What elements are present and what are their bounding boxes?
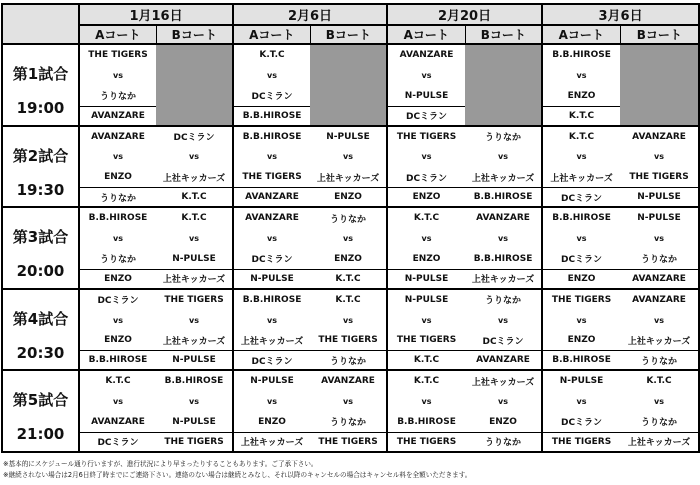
team-home: うりなか <box>465 289 542 310</box>
referee-team: K.T.C <box>156 188 233 208</box>
team-away: 上社キッカーズ <box>156 167 233 188</box>
team-home: AVANZARE <box>79 126 156 147</box>
match-label-cell <box>2 44 79 126</box>
referee-team: K.T.C <box>310 269 387 289</box>
team2-row <box>2 412 699 433</box>
team-home: DCミラン <box>156 126 233 147</box>
team-away: DCミラン <box>233 86 310 107</box>
vs-label: vs <box>465 310 542 330</box>
team-away: B.B.HIROSE <box>465 249 542 270</box>
vs-label: vs <box>233 391 310 411</box>
match-number: 第4試合 <box>12 309 69 328</box>
court-a-header: Aコート <box>79 25 156 44</box>
team2-row <box>2 249 699 270</box>
referee-team: THE TIGERS <box>542 432 620 452</box>
match-time: 19:00 <box>16 99 65 118</box>
team1-row <box>2 289 699 310</box>
team-away: B.B.HIROSE <box>387 412 465 433</box>
team-home: THE TIGERS <box>156 289 233 310</box>
team-away: DCミラン <box>542 412 620 433</box>
referee-team: B.B.HIROSE <box>465 188 542 208</box>
team-away: THE TIGERS <box>233 167 310 188</box>
vs-label: vs <box>387 391 465 411</box>
team-home: K.T.C <box>387 207 465 228</box>
corner-cell <box>2 4 79 44</box>
vs-label: vs <box>310 391 387 411</box>
team-away: DCミラン <box>542 249 620 270</box>
referee-team: ENZO <box>387 188 465 208</box>
team-away: N-PULSE <box>156 249 233 270</box>
match-number: 第2試合 <box>12 146 69 165</box>
team-away: 上社キッカーズ <box>310 167 387 188</box>
vs-label: vs <box>465 228 542 248</box>
team-away: 上社キッカーズ <box>465 167 542 188</box>
team-home: AVANZARE <box>387 44 465 65</box>
team-away: うりなか <box>310 412 387 433</box>
note-line: ※継続されない場合は2月6日終了時までにご連絡下さい。連絡のない場合は継続とみなし、それ以降のキャンセルの場合はキャンセル料を全額いただきます。 <box>3 471 472 479</box>
vs-label: vs <box>620 310 699 330</box>
vs-label: vs <box>542 391 620 411</box>
referee-team: AVANZARE <box>620 269 699 289</box>
vs-label: vs <box>542 147 620 167</box>
referee-team: うりなか <box>79 188 156 208</box>
match-number: 第3試合 <box>12 228 69 247</box>
vs-label: vs <box>233 228 310 248</box>
team-away: ENZO <box>465 412 542 433</box>
schedule-table <box>1 3 700 453</box>
date-header: 1月16日 <box>79 4 233 25</box>
team1-row <box>2 207 699 228</box>
referee-team: ENZO <box>310 188 387 208</box>
vs-label: vs <box>79 310 156 330</box>
team1-row <box>2 370 699 391</box>
referee-team: N-PULSE <box>387 269 465 289</box>
vs-label: vs <box>542 65 620 85</box>
team-home: N-PULSE <box>620 207 699 228</box>
vs-label: vs <box>620 147 699 167</box>
team-home: K.T.C <box>310 289 387 310</box>
team-away: N-PULSE <box>387 86 465 107</box>
referee-team: THE TIGERS <box>310 432 387 452</box>
referee-team: AVANZARE <box>79 106 156 126</box>
referee-team: DCミラン <box>542 188 620 208</box>
team-home: K.T.C <box>233 44 310 65</box>
referee-team: うりなか <box>310 351 387 371</box>
team-home: N-PULSE <box>542 370 620 391</box>
court-b-header: Bコート <box>465 25 542 44</box>
match-number: 第1試合 <box>12 65 69 84</box>
referee-team: ENZO <box>542 269 620 289</box>
team-home: B.B.HIROSE <box>79 207 156 228</box>
team-home: N-PULSE <box>310 126 387 147</box>
team-away: THE TIGERS <box>620 167 699 188</box>
referee-team: DCミラン <box>79 432 156 452</box>
team-home: THE TIGERS <box>542 289 620 310</box>
referee-team: K.T.C <box>387 351 465 371</box>
vs-label: vs <box>310 228 387 248</box>
team-away: THE TIGERS <box>310 330 387 351</box>
team-home: N-PULSE <box>233 370 310 391</box>
court-a-header: Aコート <box>233 25 310 44</box>
team2-row <box>2 330 699 351</box>
team-away: ENZO <box>79 330 156 351</box>
date-header-row <box>2 4 699 25</box>
referee-team: K.T.C <box>542 106 620 126</box>
team-home: AVANZARE <box>233 207 310 228</box>
vs-label: vs <box>310 310 387 330</box>
referee-team: ENZO <box>79 269 156 289</box>
empty-court-cell <box>465 44 542 126</box>
team-home: AVANZARE <box>465 207 542 228</box>
empty-court-cell <box>156 44 233 126</box>
team-home: THE TIGERS <box>387 126 465 147</box>
referee-team: うりなか <box>465 432 542 452</box>
team-away: ENZO <box>310 249 387 270</box>
court-b-header: Bコート <box>620 25 699 44</box>
team-home: K.T.C <box>620 370 699 391</box>
team-away: DCミラン <box>233 249 310 270</box>
team-home: DCミラン <box>79 289 156 310</box>
vs-label: vs <box>387 65 465 85</box>
match-label-cell <box>2 207 79 289</box>
date-header: 3月6日 <box>542 4 699 25</box>
team-home: AVANZARE <box>310 370 387 391</box>
team-away: ENZO <box>387 249 465 270</box>
referee-row <box>2 432 699 452</box>
team-away: DCミラン <box>387 167 465 188</box>
vs-label: vs <box>233 310 310 330</box>
vs-label: vs <box>156 147 233 167</box>
team-home: K.T.C <box>387 370 465 391</box>
team-away: THE TIGERS <box>387 330 465 351</box>
team-home: B.B.HIROSE <box>542 44 620 65</box>
vs-label: vs <box>156 228 233 248</box>
referee-row <box>2 269 699 289</box>
match-number: 第5試合 <box>12 391 69 410</box>
referee-team: うりなか <box>620 351 699 371</box>
referee-team: DCミラン <box>233 351 310 371</box>
team-home: K.T.C <box>542 126 620 147</box>
referee-team: AVANZARE <box>465 351 542 371</box>
team-home: うりなか <box>465 126 542 147</box>
match-time: 20:00 <box>16 262 65 281</box>
team-away: ENZO <box>542 86 620 107</box>
date-header: 2月20日 <box>387 4 542 25</box>
team-home: B.B.HIROSE <box>156 370 233 391</box>
referee-team: N-PULSE <box>156 351 233 371</box>
vs-label: vs <box>156 310 233 330</box>
court-header-row <box>2 25 699 44</box>
team-home: AVANZARE <box>620 289 699 310</box>
vs-label: vs <box>542 310 620 330</box>
court-a-header: Aコート <box>542 25 620 44</box>
team-home: B.B.HIROSE <box>233 126 310 147</box>
team-away: AVANZARE <box>79 412 156 433</box>
vs-label: vs <box>620 228 699 248</box>
team-home: N-PULSE <box>387 289 465 310</box>
team1-row <box>2 126 699 147</box>
match-time: 19:30 <box>16 180 65 199</box>
vs-label: vs <box>387 310 465 330</box>
team2-row <box>2 167 699 188</box>
team-away: うりなか <box>620 412 699 433</box>
referee-team: B.B.HIROSE <box>542 351 620 371</box>
referee-team: N-PULSE <box>620 188 699 208</box>
referee-team: B.B.HIROSE <box>79 351 156 371</box>
vs-row <box>2 391 699 411</box>
team-away: ENZO <box>233 412 310 433</box>
referee-team: 上社キッカーズ <box>233 432 310 452</box>
team1-row <box>2 44 699 65</box>
referee-team: 上社キッカーズ <box>465 269 542 289</box>
team-away: 上社キッカーズ <box>620 330 699 351</box>
referee-team: AVANZARE <box>233 188 310 208</box>
referee-team: THE TIGERS <box>387 432 465 452</box>
court-b-header: Bコート <box>156 25 233 44</box>
referee-team: B.B.HIROSE <box>233 106 310 126</box>
vs-label: vs <box>79 65 156 85</box>
team-away: DCミラン <box>465 330 542 351</box>
referee-team: N-PULSE <box>233 269 310 289</box>
empty-court-cell <box>310 44 387 126</box>
team-away: 上社キッカーズ <box>233 330 310 351</box>
vs-label: vs <box>79 228 156 248</box>
team-home: K.T.C <box>79 370 156 391</box>
referee-team: 上社キッカーズ <box>620 432 699 452</box>
team-away: うりなか <box>79 86 156 107</box>
match-label-cell <box>2 289 79 371</box>
team-home: B.B.HIROSE <box>542 207 620 228</box>
date-header: 2月6日 <box>233 4 387 25</box>
team-home: AVANZARE <box>620 126 699 147</box>
vs-label: vs <box>620 391 699 411</box>
court-b-header: Bコート <box>310 25 387 44</box>
vs-label: vs <box>156 391 233 411</box>
vs-label: vs <box>387 147 465 167</box>
referee-team: 上社キッカーズ <box>156 269 233 289</box>
team-away: ENZO <box>542 330 620 351</box>
vs-label: vs <box>387 228 465 248</box>
team-home: 上社キッカーズ <box>465 370 542 391</box>
vs-label: vs <box>465 147 542 167</box>
vs-label: vs <box>542 228 620 248</box>
team-home: K.T.C <box>156 207 233 228</box>
vs-row <box>2 310 699 330</box>
referee-row <box>2 188 699 208</box>
referee-team: THE TIGERS <box>156 432 233 452</box>
team-away: N-PULSE <box>156 412 233 433</box>
notes <box>3 459 471 481</box>
team-home: THE TIGERS <box>79 44 156 65</box>
referee-team: DCミラン <box>387 106 465 126</box>
schedule-body <box>2 4 699 452</box>
match-time: 21:00 <box>16 425 65 444</box>
vs-label: vs <box>465 391 542 411</box>
match-label-cell <box>2 126 79 208</box>
vs-label: vs <box>79 391 156 411</box>
team-away: 上社キッカーズ <box>156 330 233 351</box>
vs-row <box>2 228 699 248</box>
team-home: うりなか <box>310 207 387 228</box>
note-line: ※基本的にスケジュール通り行いますが、進行状況により早まったりすることもあります。ご了承下さい。 <box>3 460 318 468</box>
team-home: B.B.HIROSE <box>233 289 310 310</box>
team-away: 上社キッカーズ <box>542 167 620 188</box>
referee-row <box>2 351 699 371</box>
vs-label: vs <box>79 147 156 167</box>
match-time: 20:30 <box>16 343 65 362</box>
team-away: うりなか <box>79 249 156 270</box>
team-away: うりなか <box>620 249 699 270</box>
vs-label: vs <box>310 147 387 167</box>
court-a-header: Aコート <box>387 25 465 44</box>
vs-label: vs <box>233 65 310 85</box>
vs-row <box>2 147 699 167</box>
empty-court-cell <box>620 44 699 126</box>
team-away: ENZO <box>79 167 156 188</box>
match-label-cell <box>2 370 79 452</box>
vs-label: vs <box>233 147 310 167</box>
